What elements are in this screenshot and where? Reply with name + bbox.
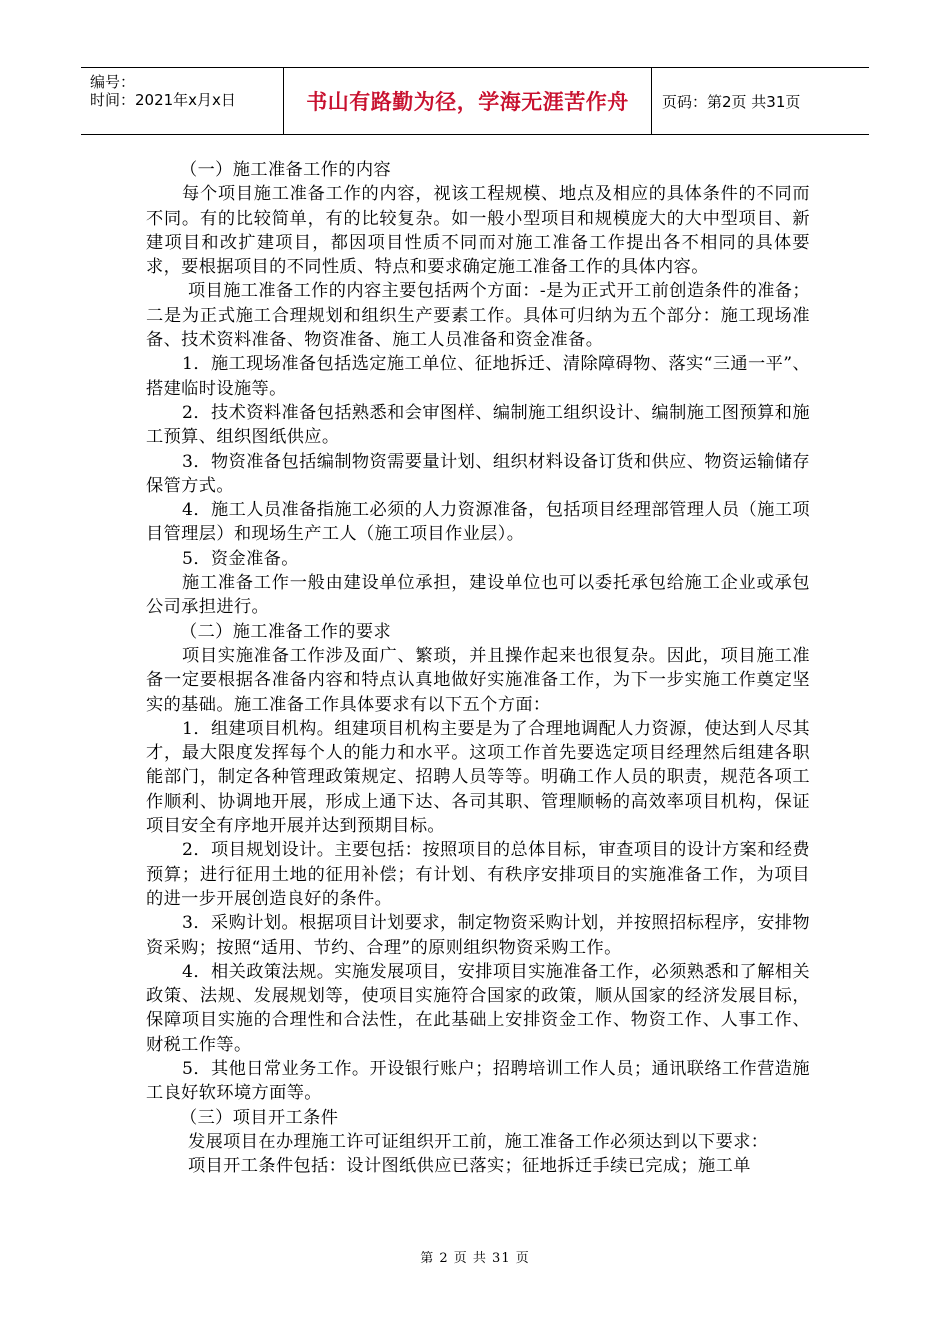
paragraph: 发展项目在办理施工许可证组织开工前，施工准备工作必须达到以下要求： (188, 1131, 769, 1152)
header-motto: 书山有路勤为径，学海无涯苦作舟 (284, 68, 652, 134)
section-heading-3: （三）项目开工条件 (180, 1107, 339, 1128)
list-item: 1．组建项目机构。组建项目机构主要是为了合理地调配人力资源，使达到人尽其才，最大限度发挥每个人的能力和水平。这项工作首先要选定项目经理然后组建各职能部门，制定各种管理政策规定、招聘人员等等。明确工作人员的职责，规范各项工作顺利、协调地开展，形成上通下达、各司其职、管理顺畅的高效率项目机构，保证项目安全有序地开展并达到预期目标。 (146, 718, 810, 837)
list-item: 3．采购计划。根据项目计划要求，制定物资采购计划，并按照招标程序，安排物资采购；按照“适用、节约、合理”的原则组织物资采购工作。 (146, 913, 810, 958)
paragraph: 项目实施准备工作涉及面广、繁琐，并且操作起来也很复杂。因此，项目施工准备一定要根据各准备内容和特点认真地做好实施准备工作，为下一步实施工作奠定坚实的基础。施工准备工作具体要求有以下五个方面： (146, 645, 810, 715)
section-heading-1: （一）施工准备工作的内容 (180, 160, 392, 180)
page-footer: 第 2 页 共 31 页 (420, 1251, 530, 1266)
list-item: 3．物资准备包括编制物资需要量计划、组织材料设备订货和供应、物资运输储存保管方式。 (146, 451, 810, 496)
list-item: 4．施工人员准备指施工必须的人力资源准备，包括项目经理部管理人员（施工项目管理层）和现场生产工人（施工项目作业层）。 (146, 500, 810, 545)
paragraph: 施工准备工作一般由建设单位承担，建设单位也可以委托承包给施工企业或承包公司承担进行。 (146, 573, 810, 618)
document-body (146, 158, 810, 1178)
list-item: 2．项目规划设计。主要包括：按照项目的总体目标，审查项目的设计方案和经费预算；进行征用土地的征用补偿；有计划、有秩序安排项目的实施准备工作，为项目的进一步开展创造良好的条件。 (146, 840, 810, 909)
header-page-info: 页码：第2页 共31页 (662, 92, 801, 111)
section-heading-2: （二）施工准备工作的要求 (180, 621, 392, 642)
list-item: 5．资金准备。 (182, 548, 299, 569)
list-item: 5．其他日常业务工作。开设银行账户；招聘培训工作人员；通讯联络工作营造施工良好软环境方面等。 (146, 1058, 810, 1104)
paragraph: 项目开工条件包括：设计图纸供应已落实；征地拆迁手续已完成；施工单 (188, 1156, 751, 1177)
list-item: 2．技术资料准备包括熟悉和会审图样、编制施工组织设计、编制施工图预算和施工预算、组织图纸供应。 (146, 402, 810, 448)
document-number-label: 编号： (90, 73, 136, 91)
list-item: 4．相关政策法规。实施发展项目，安排项目实施准备工作，必须熟悉和了解相关政策、法规、发展规划等，使项目实施符合国家的政策，顺从国家的经济发展目标，保障项目实施的合理性和合法性，在此基础上安排资金工作、物资工作、人事工作、财税工作等。 (146, 961, 810, 1055)
document-date-label: 时间：2021年x月x日 (90, 91, 236, 109)
header-meta (81, 68, 284, 134)
paragraph: 每个项目施工准备工作的内容，视该工程规模、地点及相应的具体条件的不同而不同。有的比较简单，有的比较复杂。如一般小型项目和规模庞大的大中型项目、新建项目和改扩建项目，都因项目性质不同而对施工准备工作提出各不相同的具体要求，要根据项目的不同性质、特点和要求确定施工准备工作的具体内容。 (146, 184, 810, 278)
page-header (81, 67, 869, 135)
list-item: 1．施工现场准备包括选定施工单位、征地拆迁、清除障碍物、落实“三通一平”、搭建临时设施等。 (146, 354, 810, 399)
paragraph: 项目施工准备工作的内容主要包括两个方面：-是为正式开工前创造条件的准备；二是为正式施工合理规划和组织生产要素工作。具体可归纳为五个部分：施工现场准备、技术资料准备、物资准备、施工人员准备和资金准备。 (146, 281, 810, 351)
